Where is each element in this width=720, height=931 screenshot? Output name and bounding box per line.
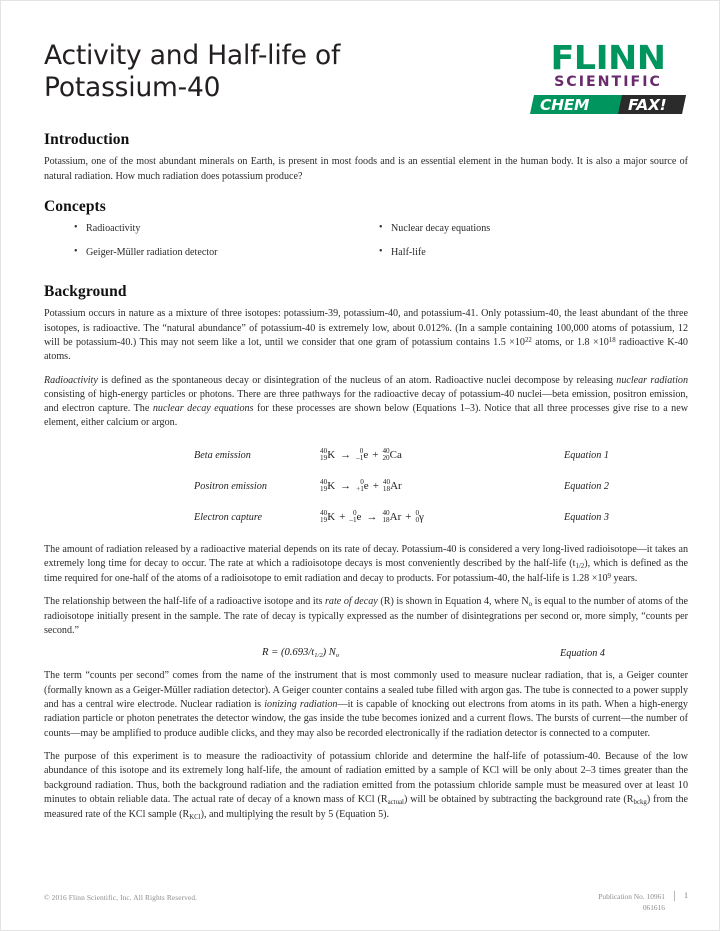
mass-number: 0 <box>352 508 357 517</box>
logo-brand-text: FLINN <box>550 38 666 77</box>
plus-operator: + <box>372 479 379 492</box>
bg-p1-times-1: × <box>509 336 515 348</box>
bg-p6-text-a: The purpose of this experiment is to measure the radioactivity of potassium chloride and determine the half-life of potassium-40. Because of the low abundance of this isotope and its extremely long half-life, the amount of radiation emitted by a sample of KCl will be only about 2–3 times greater than the background radiation. Thus, both the background radiation and the radiation emitted from the potassium chloride sample must be measured over at least 10 minutes to obtain reliable data. The actual rate of decay of a known mass of KCl (R <box>44 750 688 805</box>
bg-p5-text-b: —it is capable of knocking out electrons from atoms in its path. When a high-energy radiation particle or photon penetrates the detector window, the gas inside the tube becomes ionized and a current flows. The bursts of current—the number of counts—may be amplified to produce audible clicks, and they may also be recorded electronically if the radiation detector is connected to a computer. <box>44 698 688 739</box>
bg-p4-text-a: The relationship between the half-life of a radioactive isotope and its <box>44 596 325 608</box>
atomic-number: 19 <box>320 454 328 463</box>
background-paragraph-4 <box>44 595 688 638</box>
publication-code: 061616 <box>642 902 665 912</box>
eq4-rhs-b: ) N <box>322 647 336 659</box>
concepts-list <box>44 222 688 269</box>
copyright-notice: © 2016 Flinn Scientific, Inc. All Rights Reserved. <box>44 892 198 902</box>
bg-p3-subscript: 1/2 <box>575 563 585 571</box>
element-symbol: Ca <box>389 448 402 461</box>
nuclear-decay-equations <box>44 440 688 533</box>
bg-p6-text-c: ) from the measured rate of the KCl sample (R <box>44 793 688 820</box>
bg-p1-exp1-sup: 22 <box>524 336 532 344</box>
plus-operator: + <box>405 510 412 523</box>
mass-number: 40 <box>382 477 391 486</box>
chemfax-chem-text: CHEM <box>540 96 590 115</box>
bg-p1-text-b: atoms, or 1.8 <box>531 336 593 348</box>
concept-item: • Half-life <box>379 246 684 260</box>
bg-p3-text-b: ), which is defined as the time required for one-half of the atoms of a radioisotope to emit radiation and decay to products. For potassium-40, the half-life is 1.28 <box>44 558 688 584</box>
introduction-paragraph: Potassium, one of the most abundant minerals on Earth, is present in most foods and is an essential element in the human body. It is also a major source of natural radiation. How much radiation does potassium produce? <box>44 156 688 182</box>
element-symbol: Ar <box>389 510 402 523</box>
bg-p1-exp2-sup: 18 <box>608 336 616 344</box>
atomic-number: 19 <box>320 516 328 525</box>
equation-4-expression <box>262 647 560 659</box>
concepts-heading: Concepts <box>44 197 106 215</box>
background-paragraph-2 <box>44 374 688 431</box>
flinn-scientific-logo <box>532 38 684 117</box>
bg-p4-italic-1: rate of decay <box>325 596 378 608</box>
bg-p2-text-c: for these processes are shown below (Equations 1–3). Notice that all three processes give rise to a new element, either calcium or argon. <box>44 403 688 429</box>
page-number: 1 <box>674 891 688 901</box>
bg-p6-text-b: ) will be obtained by subtracting the background rate (R <box>403 793 634 805</box>
element-symbol: e <box>356 510 362 523</box>
element-symbol: e <box>363 479 369 492</box>
equation-expression <box>194 510 560 525</box>
bg-p1-text-a: Potassium occurs in nature as a mixture of three isotopes: potassium-39, potassium-40, and potassium-41. Only potassium-40, the least abundant of the three isotopes, is radioactive. The “natural abundance” of potassium-40 is extremely low, about 0.012%. (In a sample containing 100,000 atoms of potassium, 12 will be potassium-40.) This may not seem like a lot, until we consider that one gram of potassium contains 1.5 <box>44 308 688 348</box>
mass-number: 40 <box>320 477 328 486</box>
bg-p3-exp-sup: 9 <box>607 572 611 580</box>
equation-number: Equation 2 <box>564 480 609 492</box>
bg-p4-text-c: is equal to the number of atoms of the radioisotope initially present in the sample. The rate of decay is typically expressed as the number of disintegrations per second or, more simply, “counts per second.” <box>44 596 689 637</box>
concepts-column-right <box>379 222 684 269</box>
mass-number: 40 <box>320 508 328 517</box>
equation-label: Electron capture <box>194 511 262 523</box>
atomic-number: +1 <box>356 485 364 494</box>
isotope-notation <box>382 510 389 525</box>
bg-p5-text-a: The term “counts per second” comes from the name of the instrument that is most commonly used to measure nuclear radiation, that is, a Geiger counter (formally known as a Geiger-Müller radiation detector). A Geiger counter contains a sealed tube filled with argon gas. The tube is connected to a power supply and has a central wire electrode. Nuclear radiation is <box>44 670 688 710</box>
bg-p6-subscript-3: KCl <box>189 813 201 821</box>
eq4-equals: = <box>271 647 279 659</box>
bg-p6-subscript-2: bckg <box>633 798 647 806</box>
eq4-rhs-a: (0.693/t <box>280 647 315 659</box>
reaction-arrow: → <box>340 448 352 461</box>
reaction-arrow: → <box>366 510 378 523</box>
equation-4-row <box>44 647 688 659</box>
publication-info <box>598 891 674 913</box>
element-symbol: K <box>327 510 336 523</box>
page-header <box>44 40 688 117</box>
bg-p4-text-b: (R) is shown in Equation 4, where N <box>377 596 529 608</box>
mass-number: 40 <box>382 508 390 517</box>
chemfax-fax-text: FAX! <box>628 96 667 115</box>
equation-expression <box>194 448 560 463</box>
bg-p2-text-b: consisting of high-energy particles or photons. There are three pathways for the radioactive decay of potassium-40 nuclei—beta emission, positron emission, and electron capture. The <box>44 388 688 415</box>
page-footer <box>44 891 688 913</box>
introduction-heading: Introduction <box>44 131 130 149</box>
equation-expression <box>194 479 560 494</box>
bg-p3-text-a: The amount of radiation released by a radioactive material depends on its rate of decay. Potassium-40 is considered a very long-lived radioisotope—it takes an extremely long time for decay to occur. The rate at which a radioisotope decays is most conveniently described by the half-life (t <box>44 543 688 570</box>
bg-p1-times-2: × <box>592 336 599 348</box>
atomic-number: 19 <box>320 485 328 494</box>
bg-p6-subscript-1: actual <box>387 798 404 806</box>
atomic-number: 0 <box>415 516 420 525</box>
equation-label: Beta emission <box>194 449 251 461</box>
atomic-number: 20 <box>382 454 390 463</box>
eq4-rhs-sub2: o <box>335 652 340 660</box>
concept-item: • Radioactivity <box>74 222 379 236</box>
isotope-notation <box>356 479 364 494</box>
mass-number: 40 <box>382 446 390 455</box>
equation-row <box>44 502 688 533</box>
bg-p3-times: × <box>591 572 598 584</box>
concept-item: • Geiger-Müller radiation detector <box>74 246 379 260</box>
page-title: Activity and Half-life of Potassium-40 <box>44 40 341 104</box>
equation-label: Positron emission <box>194 480 267 492</box>
bg-p1-text-c: radioactive K-40 atoms. <box>44 336 688 363</box>
equation-row <box>44 440 688 471</box>
atomic-number: 18 <box>382 516 390 525</box>
element-symbol: e <box>363 448 369 461</box>
isotope-notation <box>320 510 327 525</box>
bg-p3-text-c: years. <box>610 572 638 584</box>
atomic-number: –1 <box>356 454 364 463</box>
background-heading: Background <box>44 283 127 301</box>
mass-number: 40 <box>320 446 328 455</box>
concept-item: • Nuclear decay equations <box>379 222 684 236</box>
footer-right-group <box>598 891 688 913</box>
bg-p6-text-d: ), and multiplying the result by 5 (Equation 5). <box>200 808 390 820</box>
atomic-number: –1 <box>349 516 357 525</box>
mass-number: 0 <box>415 508 420 517</box>
background-paragraph-6 <box>44 750 688 822</box>
background-paragraph-1 <box>44 307 688 364</box>
element-symbol: γ <box>419 510 424 523</box>
equation-number: Equation 1 <box>564 449 609 461</box>
bg-p3-exp-base: 10 <box>597 572 608 584</box>
reaction-arrow: → <box>340 479 352 492</box>
bg-p1-exp1-base: 10 <box>514 336 525 348</box>
element-symbol: K <box>327 479 336 492</box>
mass-number: 0 <box>359 446 364 455</box>
mass-number: 0 <box>360 477 364 486</box>
eq4-lhs: R <box>262 647 269 659</box>
plus-operator: + <box>339 510 346 523</box>
concepts-column-left <box>74 222 379 269</box>
publication-number: Publication No. 10961 <box>598 891 665 901</box>
atomic-number: 18 <box>382 485 391 494</box>
bg-p2-italic-2: nuclear radiation <box>616 374 688 386</box>
logo-subbrand-text: SCIENTIFIC <box>554 73 662 90</box>
element-symbol: K <box>327 448 336 461</box>
eq4-rhs-sub: 1/2 <box>314 652 323 660</box>
bg-p2-text-a: is defined as the spontaneous decay or disintegration of the nucleus of an atom. Radioactive nuclei decompose by releasing <box>97 374 617 386</box>
bg-p4-subscript: o <box>528 601 533 609</box>
isotope-notation <box>356 448 363 463</box>
isotope-notation <box>383 479 390 494</box>
isotope-notation <box>382 448 389 463</box>
bg-p1-exp2-base: 10 <box>598 336 609 348</box>
equation-row <box>44 471 688 502</box>
equation-number: Equation 3 <box>564 511 609 523</box>
isotope-notation <box>320 479 327 494</box>
plus-operator: + <box>372 448 379 461</box>
background-paragraph-3 <box>44 543 688 586</box>
element-symbol: Ar <box>390 479 402 492</box>
bg-p2-italic-1: Radioactivity <box>44 374 98 386</box>
bg-p5-italic-1: ionizing radiation <box>264 698 338 710</box>
isotope-notation <box>415 510 419 525</box>
isotope-notation <box>349 510 356 525</box>
bg-p2-italic-3: nuclear decay equations <box>152 403 254 415</box>
isotope-notation <box>320 448 327 463</box>
chemfax-banner <box>532 92 684 117</box>
background-paragraph-5 <box>44 669 688 741</box>
equation-4-number: Equation 4 <box>560 647 605 659</box>
